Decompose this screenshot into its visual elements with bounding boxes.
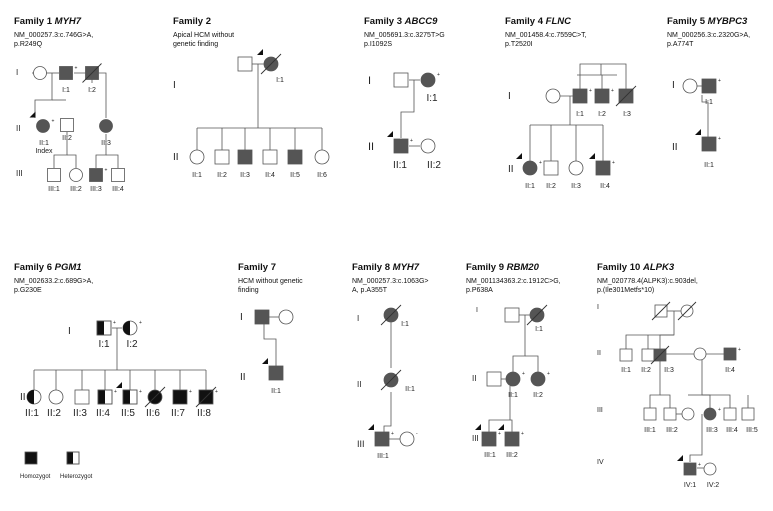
family-9-label-II:1: II:1 — [508, 392, 518, 399]
family-3-II:2 — [421, 139, 435, 153]
family-1-label-index: Index — [35, 148, 53, 155]
family-10-II:2 — [642, 349, 654, 361]
family-3-I:1 — [421, 73, 435, 87]
pedigree-line — [702, 354, 730, 408]
family-6-label-II:3: II:3 — [73, 408, 87, 419]
family-1-I:0 — [34, 67, 47, 80]
family-2-label-II:3: II:3 — [240, 172, 250, 179]
family-7-I:0 — [255, 310, 269, 324]
family-9-label-III:2: III:2 — [506, 452, 518, 459]
family-6-II:7-carrier-mark: + — [189, 389, 192, 395]
family-4-I:0 — [546, 89, 560, 103]
family-5-title: Family 5 MYBPC3 — [667, 16, 748, 27]
family-6-title: Family 6 PGM1 — [14, 262, 82, 273]
family-10-label-IV:2: IV:2 — [706, 482, 720, 489]
family-6-II:3 — [75, 390, 89, 404]
family-7-title: Family 7 — [238, 262, 277, 273]
family-1-III:1 — [48, 169, 61, 182]
family-10-II:4 — [724, 348, 736, 360]
pedigree-line — [525, 356, 538, 372]
family-1-label-I:2: I:2 — [88, 87, 96, 94]
family-2-II:6 — [315, 150, 329, 164]
family-10-III:3 — [704, 408, 716, 420]
family-10-IV:1 — [684, 463, 696, 475]
family-9-generation-III: III — [472, 434, 479, 443]
family-10-III:4 — [724, 408, 736, 420]
family-6-II:5-carrier-mark: + — [139, 389, 142, 395]
family-9-III:2-proband-arrow — [498, 424, 504, 430]
legend-heterozygot-label: Heterozygot — [60, 474, 93, 480]
family-5-II:1-carrier-mark: + — [718, 136, 721, 142]
family-4-I:1 — [573, 89, 587, 103]
pedigree-line — [489, 386, 510, 432]
family-10-II:4-carrier-mark: + — [738, 347, 741, 353]
family-8-label-III:1: III:1 — [377, 453, 389, 460]
family-7-II:1-proband-arrow — [262, 358, 268, 364]
family-4-label-I:3: I:3 — [623, 111, 631, 118]
family-3-variant: NM_005691.3:c.3275T>G p.I1092S — [364, 32, 445, 48]
family-1-generation-II: II — [16, 124, 21, 133]
family-10-label-IV:1: IV:1 — [683, 482, 697, 489]
family-2-generation-I: I — [173, 80, 176, 91]
family-10-III:3-carrier-mark: + — [718, 407, 721, 413]
family-6-label-II:2: II:2 — [47, 408, 61, 419]
family-9-generation-I: I — [476, 307, 478, 314]
family-10-label-II:4: II:4 — [725, 367, 735, 374]
family-10-IV:2 — [704, 463, 716, 475]
family-2-label-II:5: II:5 — [290, 172, 300, 179]
family-6-II:7 — [173, 390, 187, 404]
family-6-I:1-carrier-mark: + — [113, 320, 116, 326]
pedigree-line — [702, 395, 710, 408]
family-3-label-II:2: II:2 — [427, 160, 441, 171]
family-2-II:3 — [238, 150, 252, 164]
family-2-II:1 — [190, 150, 204, 164]
pedigree-line — [690, 414, 702, 462]
family-10-label-III:3: III:3 — [706, 427, 718, 434]
family-3-II:1-proband-arrow — [387, 131, 393, 137]
family-1-variant: NM_000257.3:c.746G>A, p.R249Q — [14, 32, 94, 48]
family-3-label-I:1: I:1 — [426, 93, 438, 104]
family-6-label-I:1: I:1 — [98, 339, 110, 350]
pedigree-line — [513, 315, 525, 372]
family-1-title: Family 1 MYH7 — [14, 16, 82, 27]
family-4-II:4 — [596, 161, 610, 175]
family-8-III:2 — [400, 432, 414, 446]
family-6-variant: NM_002633.2:c.689G>A, p.G230E — [14, 278, 94, 294]
family-6-label-II:4: II:4 — [96, 408, 110, 419]
family-10-label-II:3: II:3 — [664, 367, 674, 374]
family-1-II:1 — [37, 120, 50, 133]
family-6-label-II:7: II:7 — [171, 408, 185, 419]
pedigree-line — [650, 361, 660, 408]
family-9-III:1 — [482, 432, 496, 446]
family-6-II:5-het-fill — [123, 390, 130, 404]
family-8-title: Family 8 MYH7 — [352, 262, 420, 273]
family-6-label-II:1: II:1 — [25, 408, 39, 419]
family-8-generation-III: III — [357, 439, 365, 449]
family-10-label-III:2: III:2 — [666, 427, 678, 434]
family-10-label-III:1: III:1 — [644, 427, 656, 434]
family-1-generation-I: I — [16, 68, 19, 77]
family-6-label-I:2: I:2 — [126, 339, 138, 350]
family-5-I:1 — [702, 79, 716, 93]
family-5-I:1-carrier-mark: + — [718, 78, 721, 84]
family-1-label-II:2: II:2 — [62, 135, 72, 142]
family-7-note: HCM without genetic finding — [238, 278, 303, 294]
family-10-II:1 — [620, 349, 632, 361]
family-2-II:2 — [215, 150, 229, 164]
family-10-II:x — [694, 348, 706, 360]
family-4-II:2 — [544, 161, 558, 175]
family-10-generation-IV: IV — [597, 459, 604, 466]
family-6-I:2-carrier-mark: + — [139, 320, 142, 326]
family-10-III:5 — [742, 408, 754, 420]
family-1-label-II:3: II:3 — [101, 140, 111, 147]
family-9-title: Family 9 RBM20 — [466, 262, 539, 273]
family-1-label-I:1: I:1 — [62, 87, 70, 94]
family-1-III:3 — [90, 169, 103, 182]
family-4-II:4-proband-arrow — [589, 153, 595, 159]
family-4-title: Family 4 FLNC — [505, 16, 571, 27]
family-9-II:1 — [506, 372, 520, 386]
family-5-generation-I: I — [672, 80, 675, 91]
family-2-label-II:6: II:6 — [317, 172, 327, 179]
pedigree-line — [401, 80, 414, 138]
family-4-generation-I: I — [508, 91, 511, 102]
family-8-generation-II: II — [357, 380, 362, 389]
family-4-II:3 — [569, 161, 583, 175]
family-10-generation-III: III — [597, 407, 603, 414]
family-1-III:2 — [70, 169, 83, 182]
family-3-I:1-carrier-mark: + — [437, 72, 440, 78]
family-9-label-I:1: I:1 — [535, 326, 543, 333]
family-2-I:1-proband-arrow — [257, 49, 263, 55]
family-6-II:8-carrier-mark: + — [215, 389, 218, 395]
family-4-I:1-carrier-mark: + — [589, 88, 592, 94]
family-10-label-II:2: II:2 — [641, 367, 651, 374]
family-9-II:2-carrier-mark: + — [547, 371, 550, 377]
family-9-III:1-carrier-mark: + — [498, 431, 501, 437]
family-6-II:5-proband-arrow — [116, 382, 122, 388]
family-10-label-II:1: II:1 — [621, 367, 631, 374]
family-3-title: Family 3 ABCC9 — [364, 16, 438, 27]
family-8-variant: NM_000257.3:c.1063G> A, p.A355T — [352, 278, 429, 294]
family-9-III:2-carrier-mark: + — [521, 431, 524, 437]
family-3-I:0 — [394, 73, 408, 87]
family-1-II:3 — [100, 120, 113, 133]
family-8-III:2-noncarrier-mark: - — [416, 431, 418, 437]
family-10-generation-I: I — [597, 304, 599, 311]
family-1-label-II:1: II:1 — [39, 140, 49, 147]
family-6-generation-II: II — [20, 392, 26, 403]
family-10-generation-II: II — [597, 350, 601, 357]
family-9-III:1-proband-arrow — [475, 424, 481, 430]
family-2-label-II:2: II:2 — [217, 172, 227, 179]
family-4-variant: NM_001458.4:c.7559C>T, p.T2520I — [505, 32, 587, 48]
family-2-label-I:1: I:1 — [276, 77, 284, 84]
family-10-title: Family 10 ALPK3 — [597, 262, 675, 273]
family-4-II:1 — [523, 161, 537, 175]
family-6-label-II:6: II:6 — [146, 408, 160, 419]
family-1-label-III:3: III:3 — [90, 186, 102, 193]
family-6-I:1-het-fill — [97, 321, 104, 335]
family-5-I:0 — [683, 79, 697, 93]
family-9-II:2 — [531, 372, 545, 386]
family-9-label-III:1: III:1 — [484, 452, 496, 459]
family-5-II:1 — [702, 137, 716, 151]
family-10-III:1 — [644, 408, 656, 420]
family-10-label-III:4: III:4 — [726, 427, 738, 434]
family-7-label-II:1: II:1 — [271, 388, 281, 395]
pedigree-line — [580, 64, 626, 75]
family-2-II:5 — [288, 150, 302, 164]
family-4-label-II:3: II:3 — [571, 183, 581, 190]
family-6-generation-I: I — [68, 326, 71, 337]
family-8-label-I:1: I:1 — [401, 321, 409, 328]
family-6-II:1-het-fill — [27, 390, 34, 404]
family-7-generation-II: II — [240, 372, 246, 383]
family-1-label-III:1: III:1 — [48, 186, 60, 193]
family-10-III:x — [682, 408, 694, 420]
family-7-II:1 — [269, 366, 283, 380]
family-4-label-II:2: II:2 — [546, 183, 556, 190]
family-8-III:1 — [375, 432, 389, 446]
legend-homozygot-label: Homozygot — [20, 474, 51, 480]
family-10-III:2 — [664, 408, 676, 420]
family-1-I:1-carrier-mark: + — [74, 65, 78, 72]
family-6-label-II:5: II:5 — [121, 408, 135, 419]
family-5-II:1-proband-arrow — [695, 129, 701, 135]
family-2-II:4 — [263, 150, 277, 164]
family-9-generation-II: II — [472, 374, 477, 383]
family-4-II:4-carrier-mark: + — [612, 160, 615, 166]
family-4-label-II:4: II:4 — [600, 183, 610, 190]
pedigree-line — [660, 395, 670, 408]
family-4-label-II:1: II:1 — [525, 183, 535, 190]
family-3-II:1-carrier-mark: + — [410, 138, 413, 144]
legend-homozygot-symbol — [25, 452, 37, 464]
legend-heterozygot-symbol-het-fill — [67, 452, 73, 464]
family-9-II:1-carrier-mark: + — [522, 371, 525, 377]
family-8-III:1-carrier-mark: + — [391, 431, 394, 437]
family-10-IV:1-proband-arrow — [677, 455, 683, 461]
family-4-II:1-proband-arrow — [516, 153, 522, 159]
family-9-variant: NM_001134363.2:c.1912C>G, p.P638A — [466, 278, 561, 294]
family-10-variant: NM_020778.4(ALPK3):c.903del, p.(Ile301Metfs*10) — [597, 278, 698, 294]
family-1-label-III:4: III:4 — [112, 186, 124, 193]
family-4-label-I:1: I:1 — [576, 111, 584, 118]
family-6-label-II:8: II:8 — [197, 408, 211, 419]
family-10-label-III:5: III:5 — [746, 427, 758, 434]
family-10-IV:1-carrier-mark: + — [698, 462, 701, 468]
pedigree-line — [384, 392, 391, 432]
family-4-label-I:2: I:2 — [598, 111, 606, 118]
family-4-I:2-carrier-mark: + — [611, 88, 614, 94]
family-9-I:0 — [505, 308, 519, 322]
family-5-generation-II: II — [672, 142, 678, 153]
family-1-label-III:2: III:2 — [70, 186, 82, 193]
family-5-variant: NM_000256.3:c.2320G>A, p.A774T — [667, 32, 751, 48]
family-9-II:0 — [487, 372, 501, 386]
pedigree-line — [264, 324, 276, 366]
family-7-I:1 — [279, 310, 293, 324]
family-1-I:1 — [60, 67, 73, 80]
family-2-I:0 — [238, 57, 252, 71]
family-3-label-II:1: II:1 — [393, 160, 407, 171]
family-8-generation-I: I — [357, 314, 360, 323]
family-2-generation-II: II — [173, 152, 179, 163]
family-1-generation-III: III — [16, 169, 23, 178]
family-1-III:3-carrier-mark: + — [104, 167, 108, 174]
family-6-II:4-carrier-mark: + — [114, 389, 117, 395]
family-8-label-II:1: II:1 — [405, 386, 415, 393]
family-1-II:1-proband-arrow — [30, 112, 36, 118]
family-6-II:2 — [49, 390, 63, 404]
family-3-generation-I: I — [368, 75, 372, 87]
pedigree-line — [106, 155, 118, 168]
family-9-III:2 — [505, 432, 519, 446]
family-3-generation-II: II — [368, 141, 375, 153]
pedigree-line — [35, 73, 52, 118]
family-6-I:2-het-fill — [123, 321, 130, 335]
family-6-II:4-het-fill — [98, 390, 105, 404]
family-2-label-II:4: II:4 — [265, 172, 275, 179]
pedigree-line — [510, 420, 512, 432]
family-9-label-II:2: II:2 — [533, 392, 543, 399]
family-7-generation-I: I — [240, 312, 243, 323]
family-5-label-I:1: I:1 — [705, 99, 713, 106]
family-4-generation-II: II — [508, 164, 514, 175]
family-2-label-II:1: II:1 — [192, 172, 202, 179]
family-5-label-II:1: II:1 — [704, 162, 714, 169]
family-1-III:4 — [112, 169, 125, 182]
family-2-note: Apical HCM without genetic finding — [173, 32, 235, 48]
family-4-I:2 — [595, 89, 609, 103]
pedigree-line — [67, 155, 76, 168]
family-2-title: Family 2 — [173, 16, 212, 27]
family-1-II:2 — [61, 119, 74, 132]
family-1-II:1-carrier-mark: + — [51, 118, 55, 125]
family-3-II:1 — [394, 139, 408, 153]
family-4-II:1-carrier-mark: + — [539, 160, 542, 166]
family-8-III:1-proband-arrow — [368, 424, 374, 430]
